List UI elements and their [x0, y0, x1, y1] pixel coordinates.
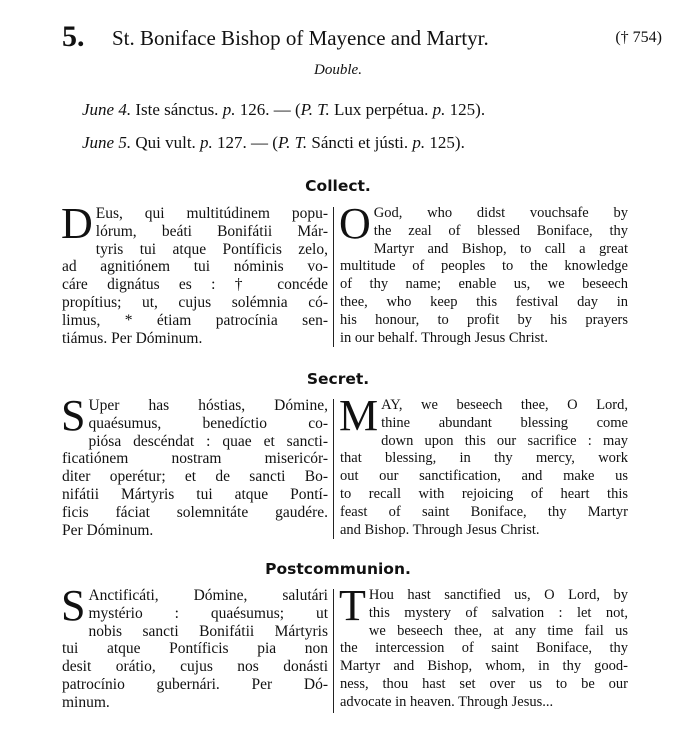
text-line: quaésumus, benedíctio co- — [88, 414, 328, 432]
rubric-page: 127. — ( — [212, 133, 278, 152]
text-line: nifátii Mártyris tui atque Pontí- — [62, 485, 328, 503]
dropcap: O — [339, 199, 371, 248]
rubric-june-5 — [82, 133, 465, 153]
rubric-paschal-time: P. T. — [300, 100, 330, 119]
secret-latin — [61, 391, 328, 539]
text-line: and Bishop. Through Jesus Christ. — [340, 521, 540, 538]
text-line: his honour, to profit by his prayers — [340, 311, 628, 328]
postcommunion-latin — [61, 581, 328, 712]
feast-rank: Double. — [314, 62, 362, 78]
dropcap: T — [339, 581, 366, 630]
collect-english — [339, 199, 628, 347]
text-line: patrocínio gubernári. Per Dó- — [62, 675, 328, 693]
text-line: Martyr and Bishop, to call a great — [373, 240, 628, 257]
secret-english — [339, 391, 628, 539]
text-line: of thy name; enable us, we beseech — [340, 276, 628, 293]
text-line: Hou hast sanctified us, O Lord, by — [368, 587, 628, 603]
rubric-page-abbr: p. — [412, 133, 426, 152]
text-line: cáre dignátus es : † concéde — [62, 276, 328, 294]
text-line: piósa descéndat : quae et sancti- — [88, 432, 328, 450]
secret-heading: Secret. — [306, 370, 370, 388]
text-line: mystério : quaésumus; ut — [88, 604, 328, 622]
rubric-page-abbr: p. — [432, 100, 446, 119]
column-divider — [333, 589, 334, 713]
rubric-page-abbr: p. — [222, 100, 236, 119]
collect-heading: Collect. — [305, 177, 371, 195]
text-line: multitude of peoples to the knowledge — [340, 258, 628, 275]
rubric-page-abbr: p. — [200, 133, 213, 152]
feast-number: 5. — [62, 20, 85, 53]
rubric-text: Qui vult. — [131, 133, 201, 152]
rubric-page: 125). — [445, 100, 486, 119]
column-divider — [333, 399, 334, 539]
text-line: limus, * étiam patrocínia sen- — [62, 311, 328, 329]
text-line: God, who didst vouchsafe by — [373, 205, 628, 221]
collect-latin — [61, 199, 328, 347]
text-line: out our sanctification, and make us — [340, 468, 628, 485]
feast-date: († 754) — [615, 29, 662, 46]
text-line: tiámus. Per Dóminum. — [62, 329, 203, 347]
text-line: this mystery of salvation : let not, — [368, 604, 628, 621]
rubric-text: Lux perpétua. — [329, 100, 433, 119]
text-line: Anctificáti, Dómine, salutári — [88, 587, 328, 604]
text-line: Uper has hóstias, Dómine, — [88, 397, 328, 414]
text-line: to recall with rejoicing of heart this — [340, 485, 628, 502]
text-line: propítius; ut, cujus solémnia có- — [62, 293, 328, 311]
text-line: in our behalf. Through Jesus Christ. — [340, 329, 548, 346]
text-line: lórum, beáti Bonifátii Már- — [95, 222, 328, 240]
text-line: tyris tui atque Pontíficis zelo, — [95, 240, 328, 258]
rubric-paschal-time: P. T. — [277, 133, 308, 152]
text-line: ficatiónem nostram misericór- — [62, 450, 328, 468]
text-line: minum. — [62, 693, 110, 711]
text-line: nobis sancti Bonifátii Mártyris — [88, 622, 328, 640]
text-line: the intercession of saint Boniface, thy — [340, 640, 628, 657]
text-line: that blessing, in thy mercy, work — [340, 450, 628, 467]
dropcap: S — [61, 391, 86, 440]
text-line: the zeal of blessed Boniface, thy — [373, 222, 628, 239]
text-line: thee, who keep this festival day in — [340, 293, 628, 310]
column-divider — [333, 207, 334, 347]
text-line: Per Dóminum. — [62, 521, 154, 539]
rubric-june-4 — [82, 100, 485, 120]
text-line: tui atque Pontíficis pia non — [62, 640, 328, 658]
dropcap: D — [61, 199, 93, 248]
text-line: Eus, qui multitúdinem popu- — [95, 205, 328, 222]
feast-header — [62, 20, 662, 60]
postcommunion-heading: Postcommunion. — [265, 560, 411, 578]
feast-title: St. Boniface Bishop of Mayence and Martyr. — [112, 26, 489, 50]
dropcap: M — [339, 391, 379, 440]
text-line: advocate in heaven. Through Jesus... — [340, 693, 554, 710]
rubric-text: Sáncti et jústi. — [307, 133, 413, 152]
text-line: AY, we beseech thee, O Lord, — [381, 397, 628, 413]
rubric-page: 125). — [425, 133, 465, 152]
rubric-page: 126. — ( — [235, 100, 301, 119]
text-line: ness, thou hast set over us to be our — [340, 675, 628, 692]
text-line: diter operétur; et de sancti Bo- — [62, 468, 328, 486]
text-line: desit orátio, cujus nos donásti — [62, 658, 328, 676]
text-line: Martyr and Bishop, whom, in thy good- — [340, 658, 628, 675]
text-line: down upon this our sacrifice : may — [381, 432, 628, 449]
postcommunion-english — [339, 581, 628, 712]
rubric-text: Iste sánctus. — [131, 100, 223, 119]
text-line: thine abundant blessing come — [381, 414, 628, 431]
text-line: we beseech thee, at any time fail us — [368, 622, 628, 639]
dropcap: S — [61, 581, 86, 630]
rubric-day: June 5. — [82, 133, 132, 152]
text-line: ficis fáciat solemnitáte gaudére. — [62, 503, 328, 521]
rubric-day: June 4. — [82, 100, 132, 119]
text-line: feast of saint Boniface, thy Martyr — [340, 503, 628, 520]
text-line: ad agnitiónem tui nóminis vo- — [62, 258, 328, 276]
